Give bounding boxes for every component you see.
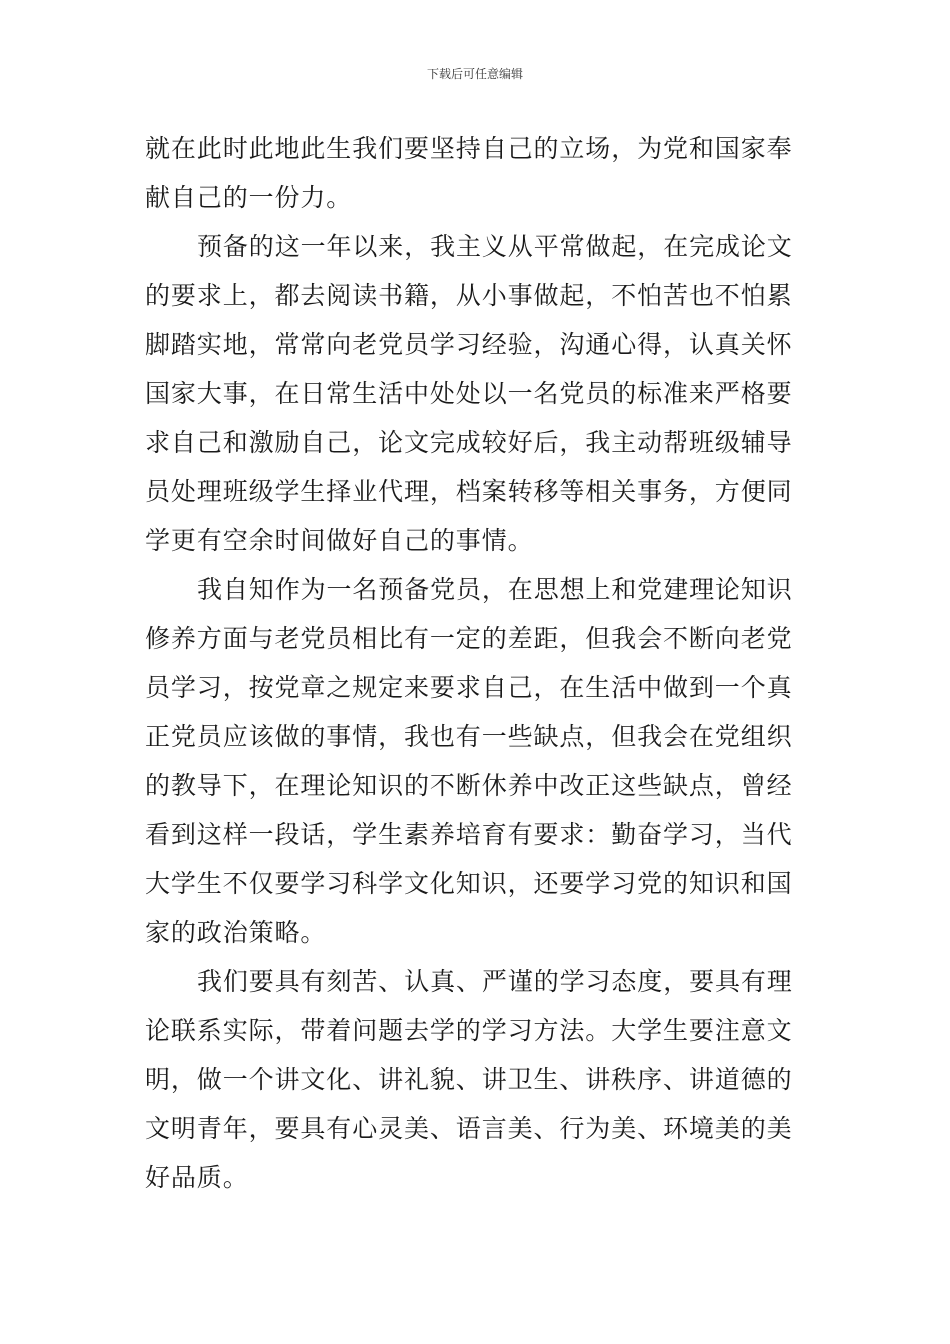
paragraph-line: 国家大事，在日常生活中处处以一名党员的标准来严格要	[145, 379, 793, 408]
paragraph-line: 学更有空余时间做好自己的事情。	[145, 526, 534, 555]
paragraph-line: 预备的这一年以来，我主义从平常做起，在完成论文	[197, 232, 793, 261]
paragraph-line: 大学生不仅要学习科学文化知识，还要学习党的知识和国	[145, 869, 793, 898]
page-header: 下载后可任意编辑	[426, 67, 523, 81]
paragraph-line: 员处理班级学生择业代理，档案转移等相关事务，方便同	[145, 477, 793, 506]
paragraph-1	[145, 124, 807, 222]
paragraph-line: 好品质。	[145, 1163, 249, 1192]
paragraph-line: 看到这样一段话，学生素养培育有要求：勤奋学习，当代	[145, 820, 793, 849]
document-body	[145, 124, 807, 1202]
paragraph-line: 我们要具有刻苦、认真、严谨的学习态度，要具有理	[197, 967, 793, 996]
paragraph-4	[145, 957, 807, 1202]
paragraph-line: 修养方面与老党员相比有一定的差距，但我会不断向老党	[145, 624, 793, 653]
paragraph-line: 家的政治策略。	[145, 918, 327, 947]
paragraph-line: 脚踏实地，常常向老党员学习经验，沟通心得，认真关怀	[145, 330, 793, 359]
paragraph-line: 就在此时此地此生我们要坚持自己的立场，为党和国家奉	[145, 134, 793, 163]
paragraph-line: 求自己和激励自己，论文完成较好后，我主动帮班级辅导	[145, 428, 793, 457]
paragraph-line: 献自己的一份力。	[145, 183, 353, 212]
paragraph-line: 明，做一个讲文化、讲礼貌、讲卫生、讲秩序、讲道德的	[145, 1065, 793, 1094]
paragraph-2	[145, 222, 807, 565]
paragraph-line: 论联系实际，带着问题去学的学习方法。大学生要注意文	[145, 1016, 793, 1045]
paragraph-3	[145, 565, 807, 957]
paragraph-line: 文明青年，要具有心灵美、语言美、行为美、环境美的美	[145, 1114, 793, 1143]
paragraph-line: 员学习，按党章之规定来要求自己，在生活中做到一个真	[145, 673, 793, 702]
paragraph-line: 正党员应该做的事情，我也有一些缺点，但我会在党组织	[145, 722, 793, 751]
paragraph-line: 我自知作为一名预备党员，在思想上和党建理论知识	[197, 575, 793, 604]
paragraph-line: 的教导下，在理论知识的不断休养中改正这些缺点，曾经	[145, 771, 793, 800]
paragraph-line: 的要求上，都去阅读书籍，从小事做起，不怕苦也不怕累	[145, 281, 793, 310]
